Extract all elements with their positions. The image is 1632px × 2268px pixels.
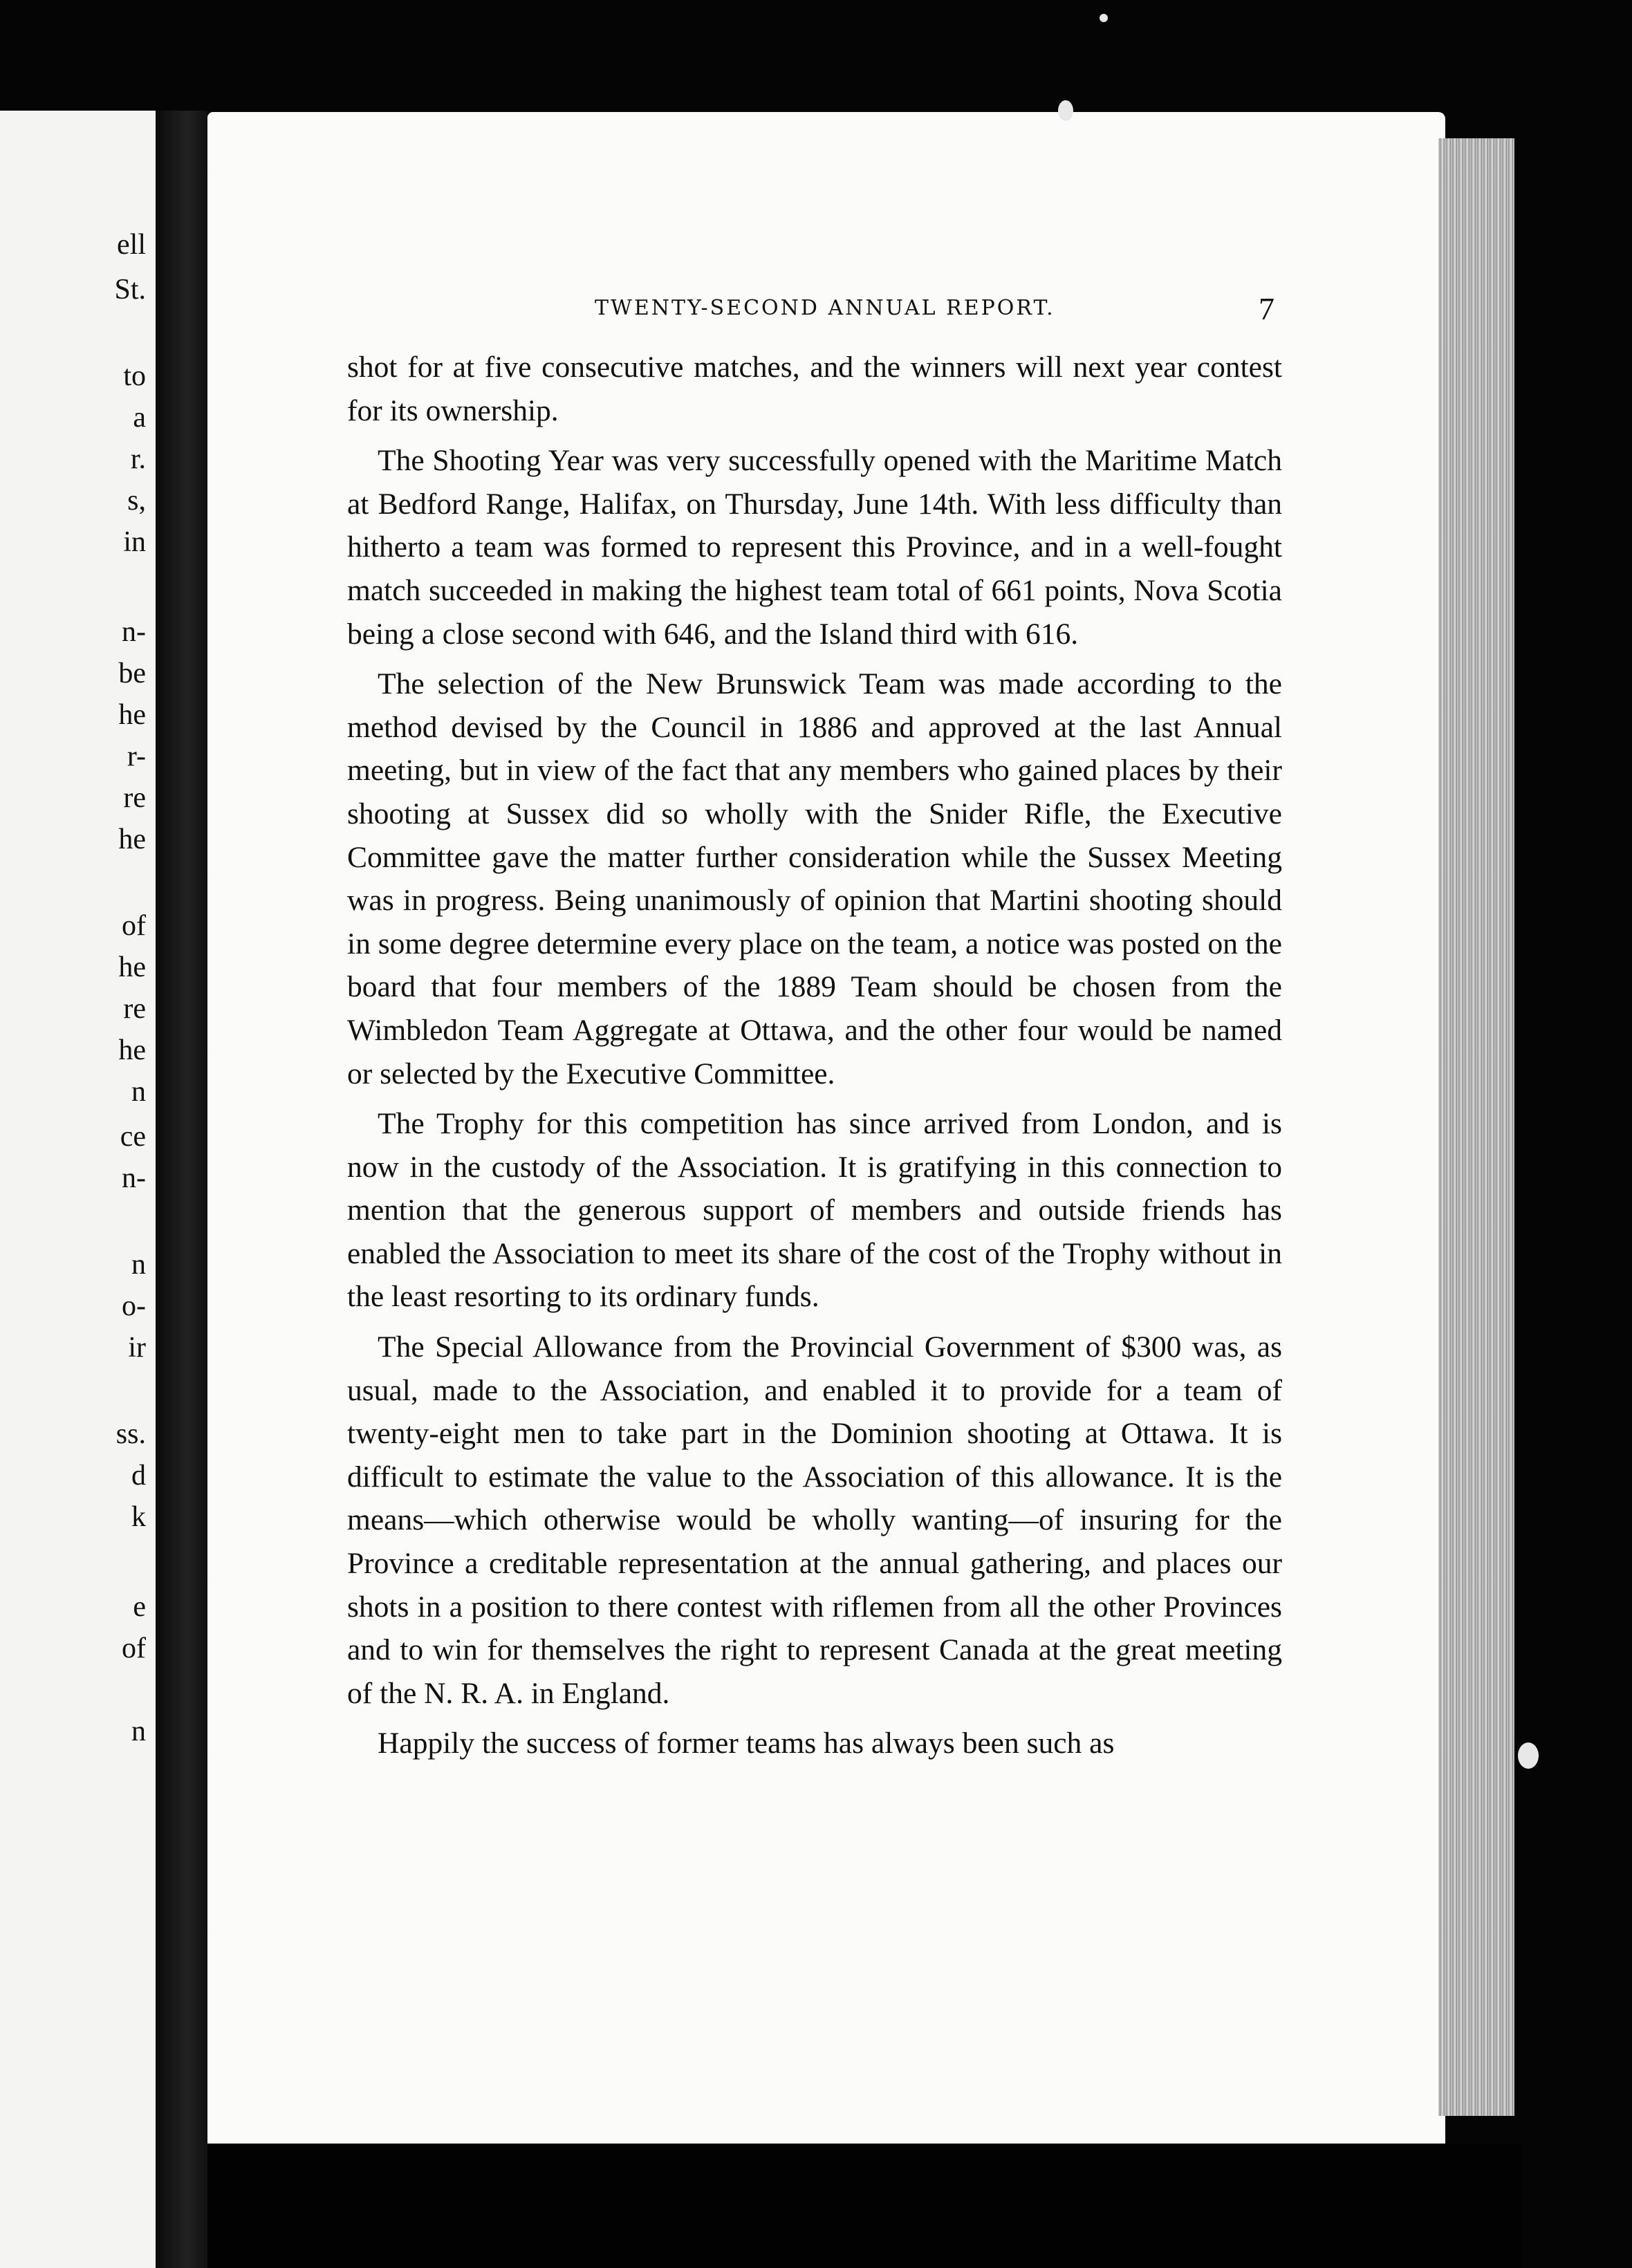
facing-page-fragment: St.: [114, 274, 146, 306]
facing-page-fragment: r-: [127, 741, 146, 772]
book-gutter: [156, 111, 207, 2268]
facing-page-fragment: be: [118, 658, 146, 689]
facing-page-fragment: of: [122, 1633, 146, 1664]
scan-speck: [1100, 14, 1108, 22]
scan-speck: [1058, 100, 1073, 121]
facing-page-fragment: he: [118, 1034, 146, 1066]
facing-page-fragment: n-: [122, 616, 146, 648]
facing-page-fragment: ce: [120, 1121, 146, 1153]
running-title: TWENTY-SECOND ANNUAL REPORT.: [595, 296, 1055, 320]
facing-page-fragment: n: [131, 1076, 146, 1108]
facing-page-fragment: he: [118, 951, 146, 983]
facing-page-fragment: he: [118, 824, 146, 855]
facing-page-fragment: ss.: [115, 1418, 146, 1450]
facing-page-fragment: to: [123, 360, 146, 392]
facing-page-fragment: of: [122, 910, 146, 942]
facing-page-fragment: ell: [117, 229, 146, 261]
facing-page-fragment: d: [131, 1460, 146, 1491]
facing-page-fragment: re: [123, 782, 146, 814]
paragraph: The Trophy for this competition has since arrived from London, and is now in the custody of the Association. It is gratifying in this connection to mention that the generous support of members and outside friends has enabled the Association to meet its share of the cost of the Trophy without in the least resorting to its ordinary funds.: [347, 1107, 1282, 1314]
page-edges: [1438, 138, 1514, 2116]
paragraph: The Shooting Year was very successfully opened with the Maritime Match at Bedford Range, Halifax, on Thursday, June 14th. With less difficulty than hitherto a team was formed to represent this Province, and in a well-fought match succeeded in making the highest team total of 661 points, Nova Scotia being a close second with 646, and the Island third with 616.: [347, 444, 1282, 651]
facing-page-fragment: ir: [128, 1332, 146, 1364]
page-number: 7: [1259, 291, 1274, 326]
scan-shadow: [207, 2144, 1521, 2268]
body-text: [347, 346, 1282, 1772]
facing-page-fragment: r.: [130, 443, 146, 475]
facing-page-fragment: n: [131, 1716, 146, 1747]
facing-page-fragment: n-: [122, 1162, 146, 1194]
facing-page-fragment: a: [133, 402, 146, 434]
facing-page-fragment: k: [131, 1501, 146, 1533]
facing-page-fragment: in: [123, 526, 146, 558]
paragraph: shot for at five consecutive matches, and the winners will next year contest for its ownership.: [347, 351, 1282, 427]
facing-page-fragment: re: [123, 993, 146, 1025]
paragraph: Happily the success of former teams has always been such as: [378, 1727, 1115, 1760]
paragraph: The selection of the New Brunswick Team was made according to the method devised by the Council in 1886 and approved at the last Annual meeting, but in view of the fact that any members who gained places by their shooting at Sussex did so wholly with the Snider Rifle, the Executive Committee gave the matter further consideration while the Sussex Meeting was in progress. Being unanimously of opinion that Martini shooting should in some degree determine every place on the team, a notice was posted on the board that four members of the 1889 Team should be chosen from the Wimbledon Team Aggregate at Ottawa, and the other four would be named or selected by the Executive Committee.: [347, 667, 1282, 1090]
paragraph: The Special Allowance from the Provincial Government of $300 was, as usual, made to the Association, and enabled it to provide for a team of twenty-eight men to take part in the Dominion shooting at Ottawa. It is difficult to estimate the value to the Association of this allowance. It is the means—which otherwise would be wholly wanting—of insuring for the Province a creditable representation at the annual gathering, and places our shots in a position to there contest with riflemen from all the other Provinces and to win for themselves the right to represent Canada at the great meeting of the N. R. A. in England.: [347, 1330, 1282, 1710]
facing-page-fragment: o-: [122, 1290, 146, 1322]
facing-page-fragment: e: [133, 1591, 146, 1623]
facing-page-fragment: n: [131, 1249, 146, 1281]
scan-speck: [1518, 1742, 1539, 1769]
facing-page-left: [0, 111, 156, 2268]
facing-page-fragment: s,: [127, 485, 146, 517]
facing-page-fragment: he: [118, 699, 146, 731]
